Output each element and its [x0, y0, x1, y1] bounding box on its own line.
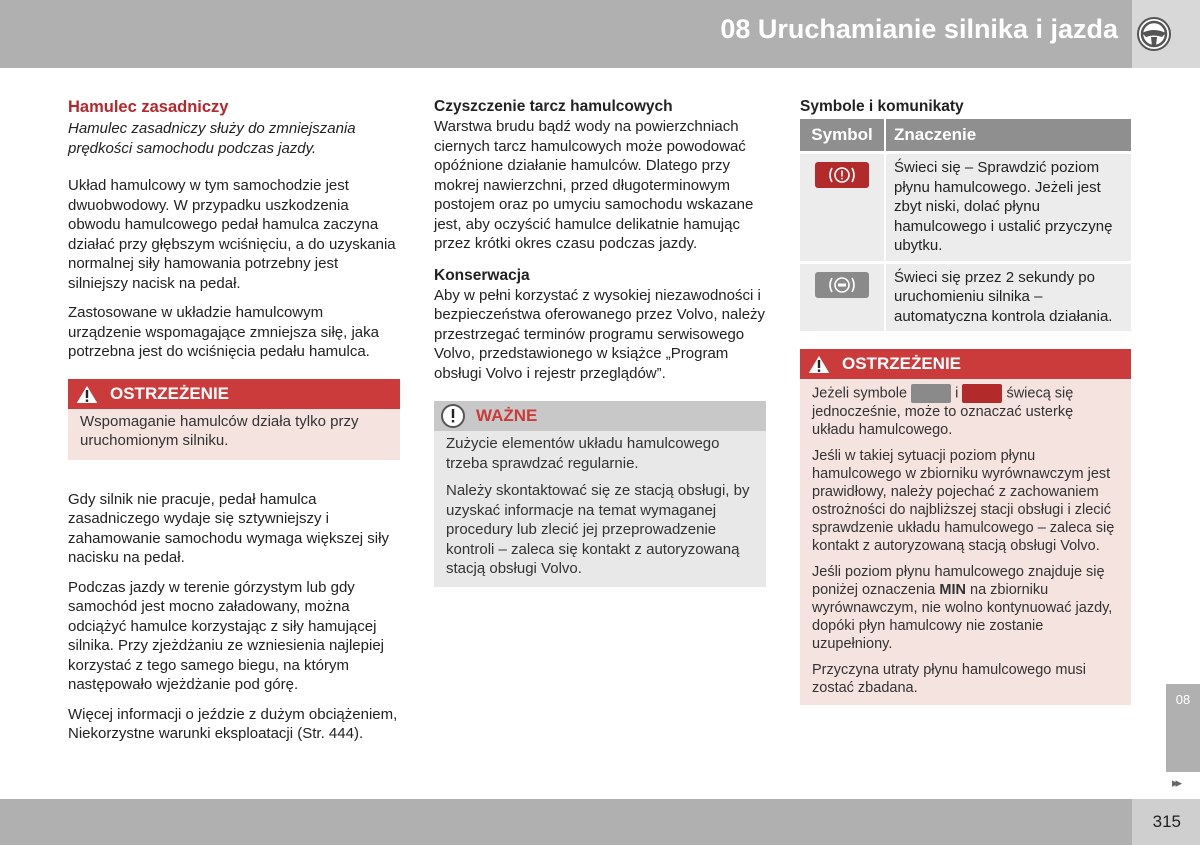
chapter-title: 08 Uruchamianie silnika i jazda [720, 14, 1118, 44]
warning-body [68, 409, 400, 460]
column-brakes [68, 97, 400, 744]
exclamation-icon [438, 403, 468, 429]
important-text: Należy skontaktować się ze stacją obsługi, by uzyskać informacje na temat wymaganej procedury lub zlecić jej przeprowadzenie kontroli – zaleca się kontakt z autoryzowaną stacją obsługi Volvo. [446, 482, 750, 577]
page-header-bar [0, 0, 1132, 68]
warning-title: OSTRZEŻENIE [110, 383, 230, 403]
column-header: Znaczenie [885, 119, 1131, 153]
meaning-cell: Świeci się – Sprawdzić poziom płynu hamulcowego. Jeżeli jest zbyt niski, dolać płynu hamulcowego i ustalić przyczynę ubytku. [885, 153, 1131, 263]
section-heading: Symbole i komunikaty [800, 98, 964, 115]
section-heading: Czyszczenie tarcz hamulcowych [434, 98, 673, 115]
warning-box [68, 379, 400, 460]
section-heading: Hamulec zasadniczy [68, 98, 229, 116]
page-number: 315 [1152, 812, 1181, 831]
meaning-cell: Świeci się przez 2 sekundy po uruchomieniu silnika – automatyczna kontrola działania. [885, 262, 1131, 331]
symbol-cell [800, 262, 885, 331]
brake-warning-icon [962, 384, 1002, 403]
column-cleaning [434, 97, 766, 587]
paragraph: Warstwa brudu bądź wody na powierzchniach ciernych tarcz hamulcowych może powodować opóźnione działanie hamulców. Dlatego przy mokrej nawierzchni, przed długoterminowym postojem oraz po umyciu samochodu wskazane jest, aby oczyścić hamulce delikatnie hamując przez krótki okres czasu podczas jazdy. [434, 118, 754, 252]
important-header [434, 401, 766, 431]
steering-wheel-icon [1136, 16, 1172, 52]
warning-text: Jeżeli symbole i świecą się jednocześnie, może to oznaczać usterkę układu hamulcowego. [812, 385, 1074, 438]
table-row [800, 153, 1131, 263]
warning-header [800, 349, 1131, 379]
warning-body [800, 379, 1131, 705]
column-header: Symbol [800, 119, 885, 153]
paragraph: Gdy silnik nie pracuje, pedał hamulca zasadniczego wydaje się sztywniejszy i zahamowanie samochodu wymaga większej siły nacisku na pedał. [68, 490, 389, 566]
warning-triangle-icon [72, 381, 102, 407]
important-title: WAŻNE [476, 406, 538, 426]
symbol-table [800, 119, 1131, 331]
table-header-row [800, 119, 1131, 153]
warning-text: Jeśli poziom płynu hamulcowego znajduje się poniżej oznaczenia MIN na zbiorniku wyrównawczym, nie wolno kontynuować jazdy, dopóki płyn hamulcowy nie zostanie uzupełniony. [812, 564, 1113, 652]
abs-icon [815, 272, 869, 298]
page-footer-bar [0, 799, 1200, 845]
paragraph: Podczas jazdy w terenie górzystym lub gdy samochód jest mocno załadowany, można odciążyć hamulce korzystając z siły hamującej silnika. Przy zjeżdżaniu ze wzniesienia najlepiej korzystać z tego samego biegu, na którym następowało wjeżdżanie pod górę. [68, 578, 384, 693]
paragraph: Zastosowane w układzie hamulcowym urządzenie wspomagające zmniejsza siłę, jaka potrzebna jest do wciśnięcia pedału hamulca. [68, 304, 379, 360]
warning-text: Wspomaganie hamulców działa tylko przy uruchomionym silniku. [80, 412, 359, 449]
paragraph: Układ hamulcowy w tym samochodzie jest dwuobwodowy. W przypadku uszkodzenia obwodu hamulcowego pedał hamulca zaczyna działać przy głębszym wciśnięciu, a do uzyskania normalnej siły hamowania potrzebny jest silniejszy nacisk na pedał. [68, 177, 396, 292]
paragraph: Więcej informacji o jeździe z dużym obciążeniem, Niekorzystne warunki eksploatacji (Str. 444). [68, 705, 398, 742]
chapter-side-tab [1166, 684, 1200, 772]
warning-triangle-icon [804, 351, 834, 377]
table-row [800, 262, 1131, 331]
important-text: Zużycie elementów układu hamulcowego trzeba sprawdzać regularnie. [446, 435, 720, 472]
warning-text: Jeśli w takiej sytuacji poziom płynu hamulcowego w zbiorniku wyrównawczym jest prawidłowy, należy pojechać z zachowaniem ostrożności do najbliższej stacji obsługi i zlecić sprawdzenie układu hamulcowego – zaleca się kontakt z autoryzowaną stacją obsługi Volvo. [812, 448, 1115, 554]
important-box [434, 401, 766, 587]
warning-title: OSTRZEŻENIE [842, 354, 962, 374]
intro-text: Hamulec zasadniczy służy do zmniejszania prędkości samochodu podczas jazdy. [68, 120, 356, 157]
brake-warning-icon [815, 162, 869, 188]
warning-header [68, 379, 400, 409]
column-symbols [800, 97, 1131, 705]
next-page-arrows-icon: ▸▸ [1172, 775, 1180, 790]
warning-text: Przyczyna utraty płynu hamulcowego musi zostać zbadana. [812, 662, 1087, 696]
section-heading: Konserwacja [434, 266, 530, 284]
paragraph: Aby w pełni korzystać z wysokiej niezawodności i bezpieczeństwa oferowanego przez Volvo, należy przestrzegać terminów programu serwisowego Volvo, przedstawionego w książce „Program obsługi Volvo i rejestr przeglądów”. [434, 286, 766, 382]
important-body [434, 431, 766, 587]
warning-box [800, 349, 1131, 705]
symbol-cell [800, 153, 885, 263]
chapter-number: 08 [1175, 692, 1191, 707]
abs-icon [911, 384, 951, 403]
